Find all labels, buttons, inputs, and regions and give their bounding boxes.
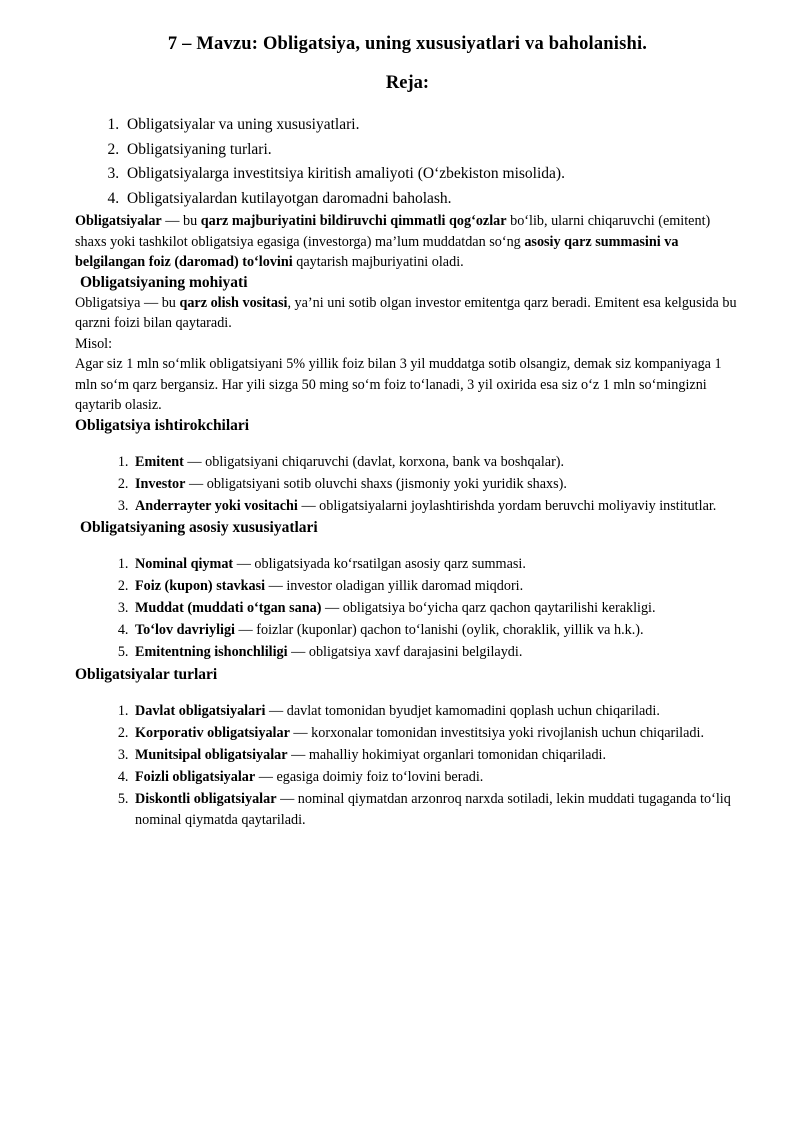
document-content	[75, 0, 740, 832]
list-item-desc: — davlat tomonidan byudjet kamomadini qoplash uchun chiqariladi.	[265, 702, 660, 719]
intro-dash: — bu	[161, 213, 201, 230]
section-heading-turlari: Obligatsiyalar turlari	[75, 665, 218, 683]
list-item: 2. Obligatsiyaning turlari.	[123, 138, 740, 162]
list-item	[132, 620, 740, 641]
list-item	[132, 598, 740, 619]
list-item-desc: — korxonalar tomonidan investitsiya yoki rivojlanish uchun chiqariladi.	[289, 724, 704, 741]
list-item-term: Foiz (kupon) stavkasi	[135, 578, 266, 595]
list-item-term: To‘lov davriyligi	[135, 622, 235, 639]
intro-bold-1: qarz majburiyatini bildiruvchi qimmatli qog‘ozlar	[200, 213, 507, 230]
misol-text: Agar siz 1 mln so‘mlik obligatsiyani 5% yillik foiz bilan 3 yil muddatga sotib olsangiz, demak siz kompaniyaga 1 mln so‘m qarz bergansiz. Har yili sizga 50 ming so‘m foiz to‘lanadi, 3 yil oxirida esa siz o‘z 1 mln so‘mingizni qaytarib olasiz.	[75, 356, 722, 414]
list-item: 4. Obligatsiyalardan kutilayotgan daromadni baholash.	[123, 187, 740, 211]
list-item-term: Korporativ obligatsiyalar	[135, 724, 290, 741]
list-item-desc: — mahalliy hokimiyat organlari tomonidan chiqariladi.	[287, 746, 607, 763]
intro-lead-term: Obligatsiyalar	[75, 213, 162, 230]
list-item-desc: — foizlar (kuponlar) qachon to‘lanishi (oylik, choraklik, yillik va h.k.).	[234, 622, 644, 639]
list-item	[132, 767, 740, 788]
list-item-desc: — obligatsiyada ko‘rsatilgan asosiy qarz summasi.	[233, 556, 526, 573]
mohiyati-para-end: , ya’ni uni sotib olgan investor emitentga qarz beradi. Emitent esa kelgusida bu qarzni foizi bilan qaytaradi.	[75, 294, 737, 332]
list-item	[132, 642, 740, 663]
list-item	[132, 745, 740, 766]
list-item-term: Davlat obligatsiyalari	[135, 702, 266, 719]
list-item	[132, 723, 740, 744]
mohiyati-para-start: Obligatsiya — bu	[75, 294, 180, 311]
list-item-term: Anderrayter yoki vositachi	[135, 497, 298, 514]
list-item	[132, 474, 740, 495]
mohiyati-para-bold: qarz olish vositasi	[179, 294, 288, 311]
list-item	[132, 452, 740, 473]
section-heading-mohiyati: Obligatsiyaning mohiyati	[80, 273, 248, 291]
misol-label: Misol:	[75, 335, 113, 352]
list-item-desc: — obligatsiya bo‘yicha qarz qachon qaytarilishi kerakligi.	[321, 600, 656, 617]
reja-list	[75, 113, 740, 210]
list-item-desc: — obligatsiya xavf darajasini belgilaydi.	[287, 644, 523, 661]
list-item-term: Investor	[135, 475, 186, 492]
mohiyati-paragraph	[75, 293, 740, 334]
list-item-term: Nominal qiymat	[135, 556, 234, 573]
list-item-term: Emitentning ishonchliligi	[135, 644, 288, 661]
list-item-desc: — egasiga doimiy foiz to‘lovini beradi.	[255, 768, 484, 785]
list-item-desc: — nominal qiymatdan arzonroq narxda sotiladi, lekin muddati tugaganda to‘liq nominal qiymatda qaytariladi.	[135, 791, 731, 828]
document-subtitle: Reja:	[385, 73, 430, 94]
list-item: 1. Obligatsiyalar va uning xususiyatlari.	[123, 113, 740, 137]
section-heading-ishtirokchilari: Obligatsiya ishtirokchilari	[75, 416, 250, 434]
list-item-term: Munitsipal obligatsiyalar	[135, 746, 288, 763]
ishtirokchilari-list	[75, 452, 740, 517]
list-item	[132, 789, 740, 830]
list-item	[132, 701, 740, 722]
list-item-desc: — investor oladigan yillik daromad miqdori.	[265, 578, 524, 595]
misol-paragraph	[75, 334, 740, 416]
list-item-desc: — obligatsiyani chiqaruvchi (davlat, korxona, bank va boshqalar).	[183, 453, 565, 470]
list-item	[132, 496, 740, 517]
list-item	[132, 554, 740, 575]
intro-tail: qaytarish majburiyatini oladi.	[292, 254, 464, 271]
list-item: 3. Obligatsiyalarga investitsiya kiritish amaliyoti (O‘zbekiston misolida).	[123, 162, 740, 186]
list-item-term: Emitent	[135, 453, 184, 470]
list-item-desc: — obligatsiyani sotib oluvchi shaxs (jismoniy yoki yuridik shaxs).	[185, 475, 567, 492]
list-item-desc: — obligatsiyalarni joylashtirishda yordam beruvchi moliyaviy institutlar.	[297, 497, 717, 514]
list-item-term: Diskontli obligatsiyalar	[135, 791, 277, 808]
xususiyatlari-list	[75, 554, 740, 663]
document-title: 7 – Mavzu: Obligatsiya, uning xususiyatlari va baholanishi.	[167, 34, 648, 54]
intro-middle: bo‘lib, ularni chiqaruvchi (emitent) shaxs yoki tashkilot obligatsiya egasiga (investorga) ma’lum muddatdan so‘ng	[75, 213, 711, 250]
intro-bold-2: asosiy qarz summasini va belgilangan foiz (daromad) to‘lovini	[75, 233, 679, 271]
list-item-term: Foizli obligatsiyalar	[135, 768, 256, 785]
list-item-term: Muddat (muddati o‘tgan sana)	[135, 600, 322, 617]
section-heading-xususiyatlari: Obligatsiyaning asosiy xususiyatlari	[80, 518, 318, 536]
list-item	[132, 576, 740, 597]
intro-paragraph	[75, 211, 740, 272]
turlari-list	[75, 701, 740, 831]
